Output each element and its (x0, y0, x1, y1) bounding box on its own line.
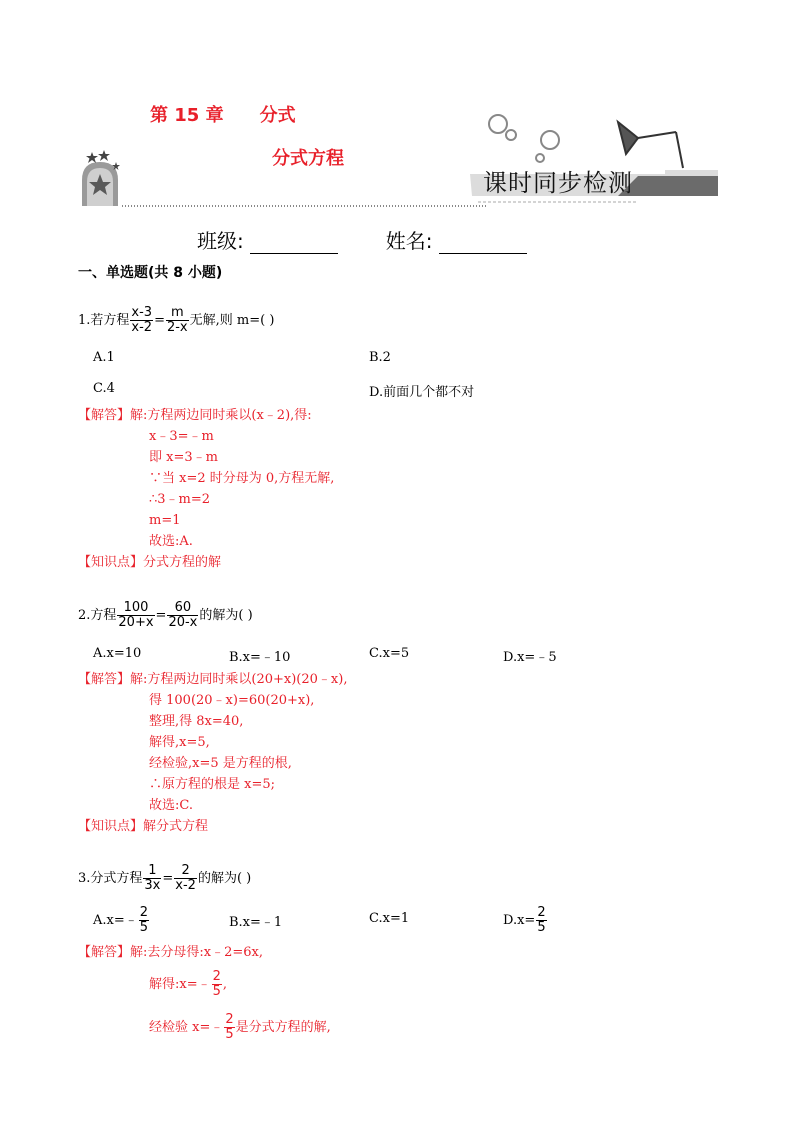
q1-answer-steps (149, 427, 334, 552)
q3-suffix: 的解为( ) (197, 871, 252, 886)
q3-option-d[interactable] (503, 906, 548, 935)
class-name-line (197, 225, 527, 254)
q1-suffix: 无解,则 m=( ) (189, 313, 275, 328)
q2-f1-den: 20+x (118, 615, 154, 630)
q3-option-c[interactable]: C.x=1 (369, 911, 410, 926)
q3-opt-a-den: 5 (139, 920, 149, 935)
q1-eq: = (154, 313, 165, 328)
q3-f2-num: 2 (174, 864, 197, 879)
q2-f2-den: 20-x (168, 615, 198, 630)
q3-answer-line-2 (149, 970, 227, 999)
q2-fraction-1 (117, 601, 154, 630)
chapter-number: 第 15 章 (150, 105, 224, 126)
q3-f1-num: 1 (143, 864, 161, 879)
q3-l2-den: 5 (212, 984, 221, 999)
q3-prefix: 3.分式方程 (78, 871, 143, 886)
q3-l3-num: 2 (225, 1012, 234, 1027)
q1-f1-num: x-3 (131, 305, 153, 320)
chapter-title: 分式 (259, 105, 296, 126)
q2-kp-text: 解分式方程 (143, 819, 209, 834)
q3-option-a[interactable] (93, 906, 150, 935)
q3-opt-a-frac (139, 906, 149, 935)
q3-opt-a-num: 2 (139, 905, 149, 920)
q2-f2-num: 60 (167, 601, 198, 616)
q1-answer-line-3: ∵当 x=2 时分母为 0,方程无解, (149, 471, 335, 486)
q2-option-b[interactable]: B.x=﹣10 (229, 650, 291, 665)
q3-l2-pre: 解得:x=﹣ (149, 977, 211, 992)
q3-opt-d-pre: D.x= (503, 913, 536, 928)
q1-answer-line-0: 解:方程两边同时乘以(x﹣2),得: (130, 408, 312, 423)
q3-answer (78, 943, 263, 963)
q1-knowledge-point (78, 553, 221, 573)
q1-kp-text: 分式方程的解 (143, 555, 222, 570)
star-badge-icon (82, 150, 120, 206)
q3-l3-frac (224, 1013, 234, 1042)
q2-answer-tag: 【解答】 (78, 672, 131, 687)
q3-l2-num: 2 (212, 969, 221, 984)
q2-eq: = (155, 608, 167, 623)
name-blank[interactable] (439, 233, 527, 254)
desk-lamp-icon (618, 122, 683, 168)
question-2 (78, 601, 253, 630)
q3-opt-a-pre: A.x=﹣ (93, 913, 138, 928)
q3-l3-den: 5 (225, 1027, 234, 1042)
q1-option-d[interactable]: D.前面几个都不对 (369, 385, 475, 400)
bubbles-icon (489, 115, 559, 162)
q3-l2-post: , (222, 977, 228, 992)
q3-l3-post: 是分式方程的解, (235, 1020, 331, 1035)
q2-f1-num: 100 (117, 601, 154, 616)
q1-fraction-1 (130, 306, 153, 335)
q1-prefix: 1.若方程 (78, 313, 130, 328)
q3-fraction-1 (143, 864, 161, 893)
q2-fraction-2 (167, 601, 198, 630)
q2-answer-line-6: 故选:C. (149, 798, 193, 813)
q1-option-b[interactable]: B.2 (369, 350, 391, 365)
q1-f2-num: m (166, 306, 189, 321)
q3-opt-d-frac (536, 906, 546, 935)
question-3 (78, 864, 251, 893)
q3-l3-pre: 经检验 x=﹣ (149, 1020, 224, 1035)
q2-answer-line-5: ∴原方程的根是 x=5; (149, 777, 276, 792)
q2-answer-line-3: 解得,x=5, (149, 735, 210, 750)
q2-kp-tag: 【知识点】 (78, 819, 144, 834)
q1-answer-line-6: 故选:A. (149, 534, 193, 549)
q3-option-b[interactable]: B.x=﹣1 (229, 915, 283, 930)
q1-fraction-2 (166, 306, 189, 335)
class-label: 班级: (197, 229, 244, 253)
q1-answer (78, 406, 312, 426)
question-1 (78, 306, 274, 335)
q1-kp-tag: 【知识点】 (78, 555, 144, 570)
q2-option-a[interactable]: A.x=10 (93, 646, 142, 661)
chapter-heading (150, 101, 332, 127)
q2-prefix: 2.方程 (78, 608, 117, 623)
q1-f2-den: 2-x (166, 320, 188, 335)
q3-l2-frac (212, 970, 222, 999)
q3-fraction-2 (174, 864, 197, 893)
q1-option-a[interactable]: A.1 (93, 350, 115, 365)
q3-answer-tag: 【解答】 (78, 945, 131, 960)
q3-opt-d-num: 2 (537, 905, 546, 920)
q2-option-d[interactable]: D.x=﹣5 (503, 650, 557, 665)
q1-answer-line-1: x﹣3=﹣m (149, 429, 214, 444)
q2-answer-line-0: 解:方程两边同时乘以(20+x)(20﹣x), (130, 672, 348, 687)
q2-option-c[interactable]: C.x=5 (369, 646, 410, 661)
q1-answer-line-2: 即 x=3﹣m (149, 450, 218, 465)
q2-answer-steps (149, 691, 314, 816)
section-title: 一、单选题(共 8 小题) (78, 265, 223, 281)
banner-text: 课时同步检测 (483, 169, 633, 197)
q3-eq: = (162, 871, 174, 886)
class-blank[interactable] (250, 233, 338, 254)
q2-suffix: 的解为( ) (199, 608, 253, 623)
name-label: 姓名: (385, 229, 433, 253)
q1-answer-line-4: ∴3﹣m=2 (149, 492, 211, 507)
lesson-subtitle: 分式方程 (272, 148, 344, 169)
q1-option-c[interactable]: C.4 (93, 381, 115, 396)
q2-knowledge-point (78, 817, 208, 837)
q1-answer-tag: 【解答】 (78, 408, 131, 423)
q1-f1-den: x-2 (131, 320, 153, 335)
q2-answer-line-4: 经检验,x=5 是方程的根, (149, 756, 292, 771)
q3-opt-d-den: 5 (537, 920, 546, 935)
q3-f1-den: 3x (144, 878, 161, 893)
q2-answer-line-2: 整理,得 8x=40, (149, 714, 244, 729)
q1-answer-line-5: m=1 (149, 513, 181, 528)
q2-answer (78, 670, 347, 690)
q2-answer-line-1: 得 100(20﹣x)=60(20+x), (149, 693, 315, 708)
q3-answer-line-1: 解:去分母得:x﹣2=6x, (130, 945, 264, 960)
q3-answer-line-3 (149, 1013, 331, 1042)
q3-f2-den: x-2 (175, 878, 196, 893)
